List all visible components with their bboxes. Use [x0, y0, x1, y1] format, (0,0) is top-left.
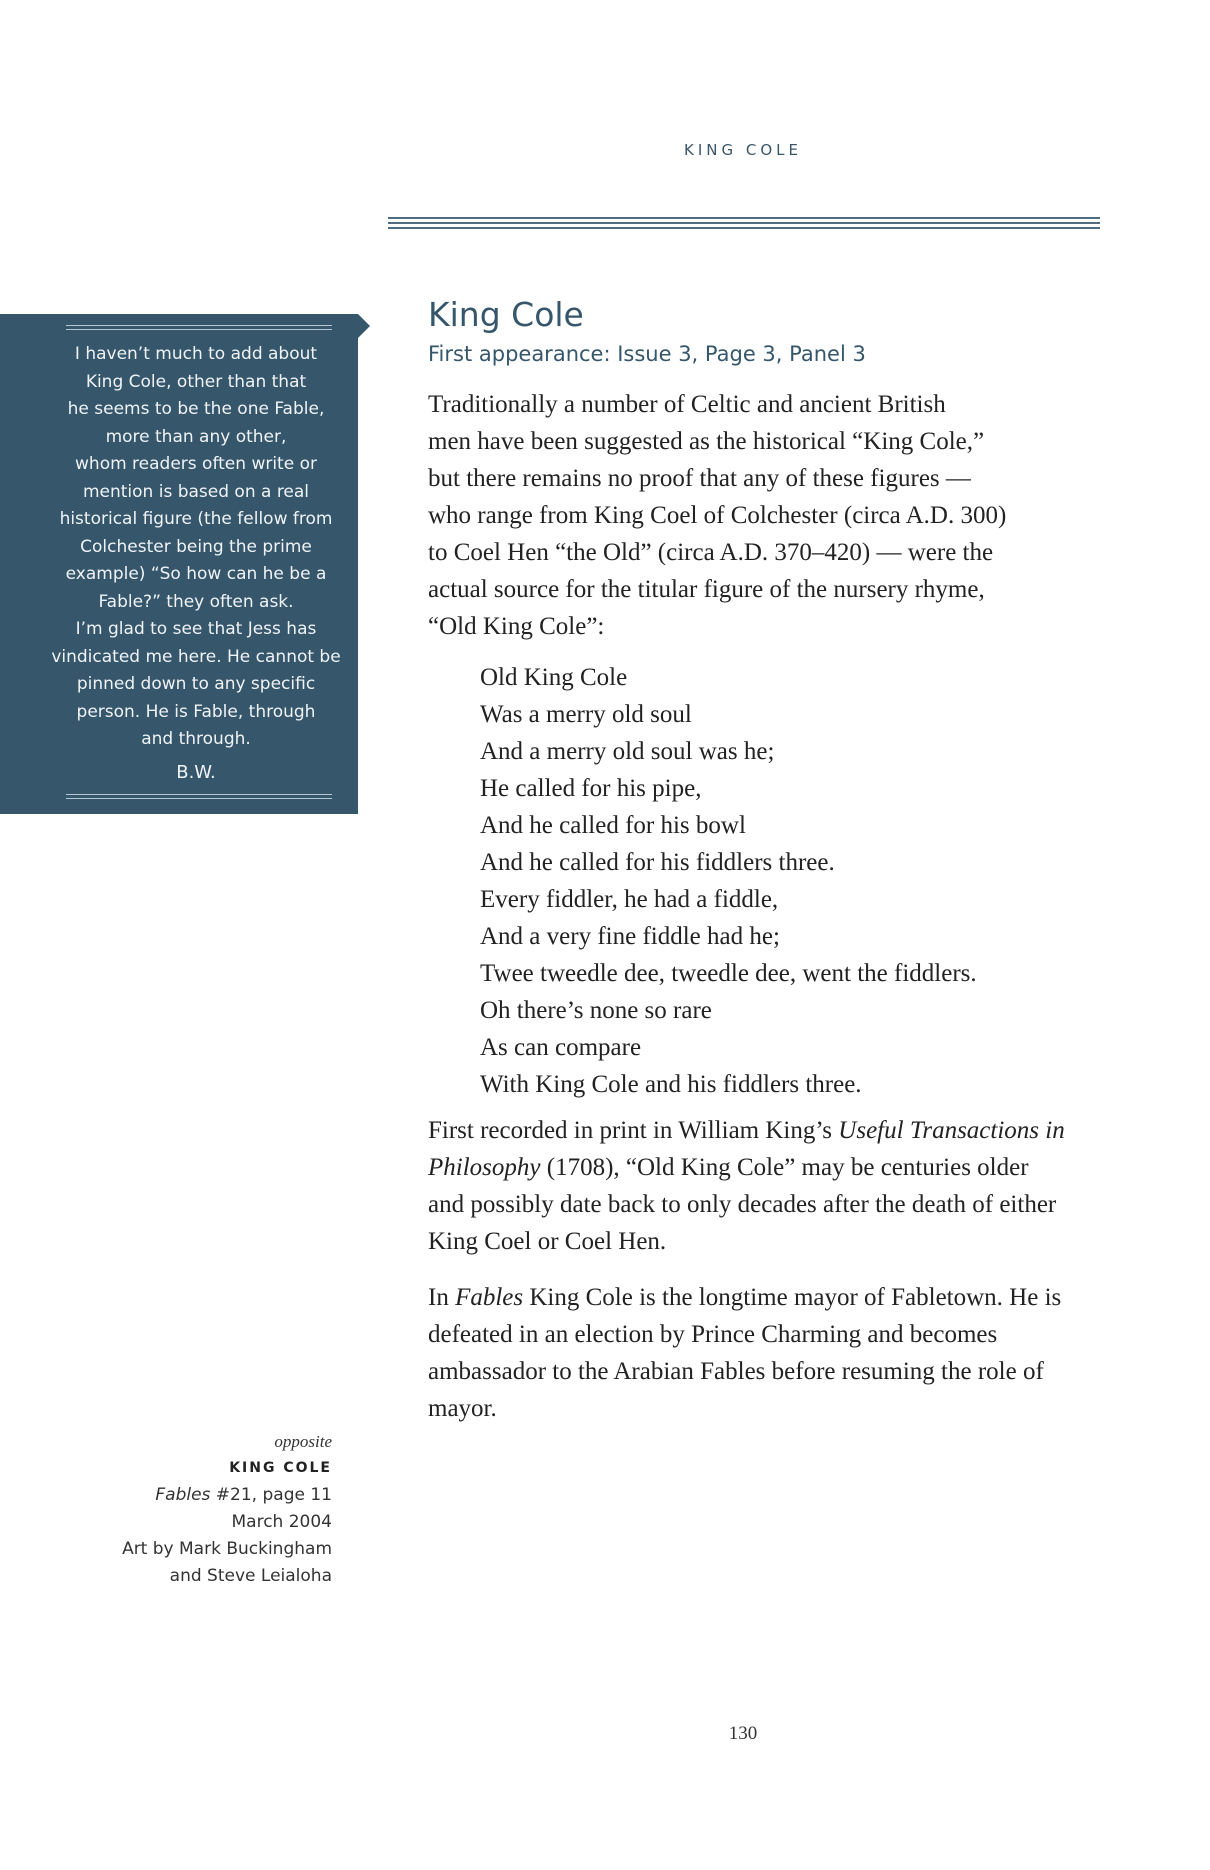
poem-line: He called for his pipe,	[480, 775, 702, 802]
caption-credit: and Steve Leialoha	[169, 1566, 332, 1586]
caption-issue-number: #21, page 11	[210, 1485, 332, 1505]
poem-line: Oh there’s none so rare	[480, 997, 712, 1024]
poem-line: And a very fine fiddle had he;	[480, 923, 780, 950]
caption-opposite: opposite	[274, 1432, 332, 1451]
sidebar-tab-marker	[358, 314, 370, 338]
poem-line: As can compare	[480, 1034, 642, 1061]
header-rule	[388, 222, 1100, 224]
header-rule	[388, 217, 1100, 219]
sidebar-signature: B.W.	[176, 762, 216, 783]
caption-title: KING COLE	[229, 1460, 332, 1476]
text-run: First recorded in print in William King’s	[428, 1117, 839, 1144]
sidebar-comment: I haven’t much to add about King Cole, other than that he seems to be the one Fable, more than any other, whom readers often write or mention is based on a real historical figure (the fellow from Colchester being the prime example) “So how can he be a Fable?” they often ask. I’m glad to see that Jess has vindicated me here. He cannot be pinned down to any specific person. He is Fable, through and through.	[51, 344, 341, 749]
caption-date: March 2004	[231, 1512, 332, 1532]
sidebar-rule	[66, 329, 332, 330]
caption-credit: Art by Mark Buckingham	[122, 1539, 332, 1559]
page-number: 130	[728, 1723, 758, 1744]
text-run: (1708), “Old King Cole” may be centuries older and possibly date back to only decades after the death of either King Coel or Coel Hen.	[428, 1154, 1057, 1255]
caption-block	[80, 1428, 332, 1590]
series-title: Fables	[455, 1284, 524, 1311]
poem	[480, 659, 977, 1103]
poem-line: Twee tweedle dee, tweedle dee, went the fiddlers.	[480, 960, 977, 987]
poem-line: Old King Cole	[480, 664, 628, 691]
caption-issue-title: Fables	[155, 1485, 211, 1505]
first-appearance: First appearance: Issue 3, Page 3, Panel 3	[428, 342, 866, 366]
poem-line: And a merry old soul was he;	[480, 738, 775, 765]
running-head: KING COLE	[684, 141, 802, 159]
poem-line: Was a merry old soul	[480, 701, 692, 728]
text-run: King Cole is the longtime mayor of Fabletown. He is defeated in an election by Prince Charming and becomes ambassador to the Arabian Fables before resuming the role of mayor.	[428, 1284, 1062, 1422]
text-run: In	[428, 1284, 456, 1311]
history-paragraph	[428, 1112, 1068, 1260]
fables-paragraph	[428, 1279, 1068, 1427]
book-title: Useful Transactions in Philosophy	[428, 1117, 1065, 1181]
poem-line: With King Cole and his fiddlers three.	[480, 1071, 862, 1098]
poem-line: Every fiddler, he had a fiddle,	[480, 886, 779, 913]
poem-line: And he called for his bowl	[480, 812, 746, 839]
caption-issue	[80, 1482, 332, 1509]
poem-line: And he called for his fiddlers three.	[480, 849, 835, 876]
sidebar-rule	[66, 794, 332, 795]
sidebar-rule	[66, 798, 332, 799]
intro-paragraph: Traditionally a number of Celtic and ancient British men have been suggested as the historical “King Cole,” but there remains no proof that any of these figures — who range from King Coel of Colchester (circa A.D. 300) to Coel Hen “the Old” (circa A.D. 370–420) — were the actual source for the titular figure of the nursery rhyme, “Old King Cole”:	[428, 391, 1007, 640]
entry-title: King Cole	[428, 295, 584, 334]
header-rule	[388, 227, 1100, 229]
sidebar-rule	[66, 325, 332, 326]
